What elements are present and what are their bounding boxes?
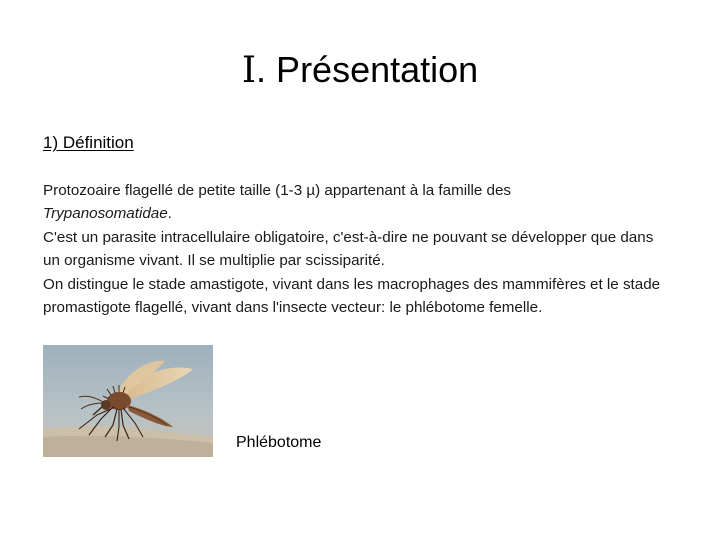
- section-heading: 1) Définition: [43, 133, 134, 152]
- definition-paragraph-1: [43, 179, 673, 226]
- slide-title: [0, 46, 720, 95]
- definition-paragraph-3: On distingue le stade amastigote, vivant dans les macrophages des mammifères et le stade promastigote flagellé, vivant dans l'insecte vecteur: le phlébotome femelle.: [43, 275, 661, 317]
- family-name-period: .: [167, 205, 172, 223]
- title-numeral: Ⅰ: [241, 50, 257, 91]
- figure-caption: Phlébotome: [236, 434, 322, 451]
- family-name: Trypanosomatidae: [43, 205, 168, 223]
- definition-paragraph-2: C'est un parasite intracellulaire obligatoire, c'est-à-dire ne pouvant se développer que dans un organisme vivant. Il se multiplie par scissiparité.: [43, 228, 654, 270]
- title-text: . Présentation: [256, 49, 479, 90]
- definition-line-1: Protozoaire flagellé de petite taille (1-3 µ) appartenant à la famille des: [43, 182, 512, 199]
- sandfly-photo: [43, 345, 213, 457]
- sandfly-illustration: [43, 345, 213, 457]
- definition-text: [43, 179, 673, 319]
